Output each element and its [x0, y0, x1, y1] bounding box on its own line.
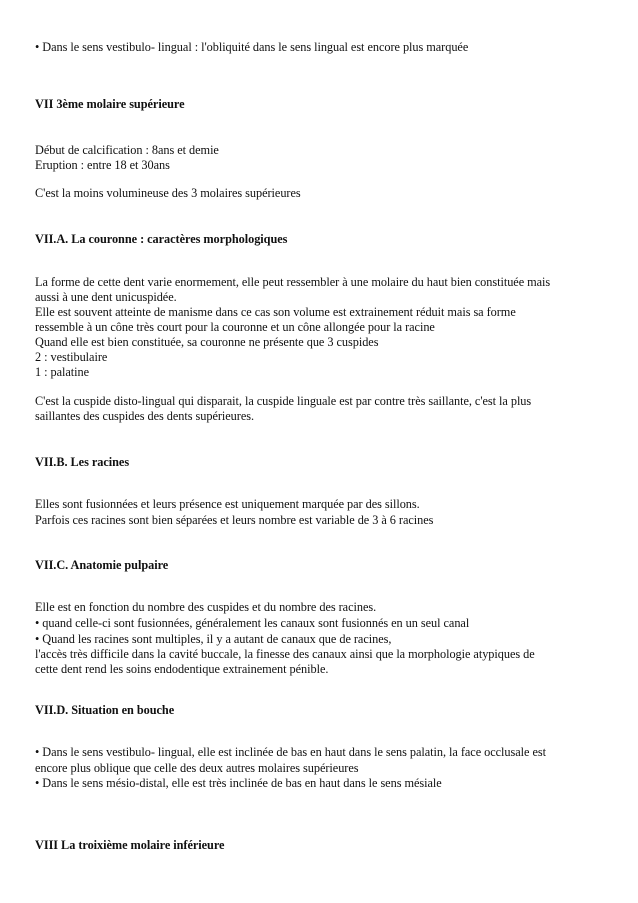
text-line: Eruption : entre 18 et 30ans: [35, 158, 170, 172]
text-line: • Dans le sens mésio-distal, elle est très inclinée de bas en haut dans le sens mésiale: [35, 776, 442, 790]
text-line: • Dans le sens vestibulo- lingual : l'obliquité dans le sens lingual est encore plus marquée: [35, 40, 469, 54]
text-line: • quand celle-ci sont fusionnées, généralement les canaux sont fusionnés en un seul canal: [35, 616, 470, 630]
text-line: C'est la moins volumineuse des 3 molaires supérieures: [35, 186, 301, 200]
text-line: • Quand les racines sont multiples, il y a autant de canaux que de racines,: [35, 632, 392, 646]
text-line: ressemble à un cône très court pour la couronne et un cône allongée pour la racine: [35, 320, 435, 334]
text-line: Début de calcification : 8ans et demie: [35, 143, 219, 157]
text-line: cette dent rend les soins endodentique extrainement pénible.: [35, 662, 329, 676]
text-line: Elle est souvent atteinte de manisme dans ce cas son volume est extrainement réduit mais sa forme: [35, 305, 516, 319]
text-line: saillantes des cuspides des dents supérieures.: [35, 409, 254, 423]
text-line: 2 : vestibulaire: [35, 350, 108, 364]
section-heading: VII.D. Situation en bouche: [35, 703, 175, 717]
section-heading: VIII La troixième molaire inférieure: [35, 838, 225, 852]
section-heading: VII.B. Les racines: [35, 455, 130, 469]
section-heading: VII.C. Anatomie pulpaire: [35, 558, 169, 572]
text-line: Parfois ces racines sont bien séparées et leurs nombre est variable de 3 à 6 racines: [35, 513, 434, 527]
text-line: 1 : palatine: [35, 365, 90, 379]
text-line: • Dans le sens vestibulo- lingual, elle est inclinée de bas en haut dans le sens palatin, la face occlusale est: [35, 745, 546, 759]
text-line: aussi à une dent unicuspidée.: [35, 290, 177, 304]
text-line: encore plus oblique que celle des deux autres molaires supérieures: [35, 761, 359, 775]
text-line: l'accès très difficile dans la cavité buccale, la finesse des canaux ainsi que la morphologie atypiques de: [35, 647, 535, 661]
section-heading: VII.A. La couronne : caractères morphologiques: [35, 232, 288, 246]
section-heading: VII 3ème molaire supérieure: [35, 97, 185, 111]
text-line: C'est la cuspide disto-lingual qui disparait, la cuspide linguale est par contre très saillante, c'est la plus: [35, 394, 532, 408]
text-line: La forme de cette dent varie enormement, elle peut ressembler à une molaire du haut bien constituée mais: [35, 275, 551, 289]
text-line: Elles sont fusionnées et leurs présence est uniquement marquée par des sillons.: [35, 497, 420, 511]
text-line: Elle est en fonction du nombre des cuspides et du nombre des racines.: [35, 600, 377, 614]
text-line: Quand elle est bien constituée, sa couronne ne présente que 3 cuspides: [35, 335, 379, 349]
